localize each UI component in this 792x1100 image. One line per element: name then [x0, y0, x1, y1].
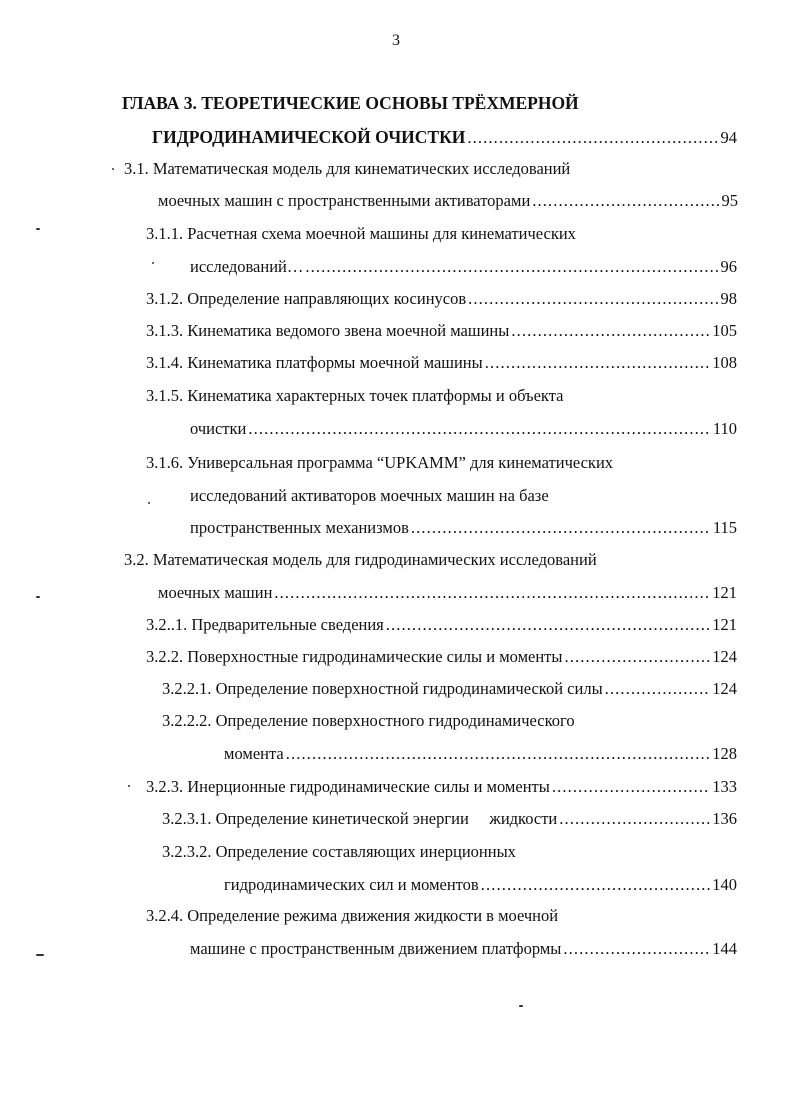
- leader-dots: [286, 743, 711, 765]
- leader-dots: [605, 678, 711, 700]
- page-ref: 121: [712, 615, 737, 634]
- toc-entry-3-1-2[interactable]: [146, 288, 737, 310]
- scan-speck: [36, 596, 40, 598]
- leader-dots: [467, 127, 718, 149]
- page-ref: 140: [712, 875, 737, 894]
- page-ref: 108: [712, 353, 737, 372]
- page-ref: 136: [712, 809, 737, 828]
- toc-entry-3-2-3-2-line1[interactable]: 3.2.3.2. Определение составляющих инерционных: [162, 842, 516, 861]
- leader-dots: [305, 256, 718, 278]
- leader-dots: [248, 418, 711, 440]
- toc-entry-3-1-4[interactable]: [146, 352, 737, 374]
- page-ref: 144: [712, 939, 737, 958]
- scan-speck: [36, 228, 40, 230]
- toc-entry-3-1-6-line3: пространственных механизмов: [190, 518, 409, 537]
- leader-dots: [532, 190, 719, 212]
- toc-entry-3-1-3[interactable]: [146, 320, 737, 342]
- toc-entry-3-2-3-2-line2: гидродинамических сил и моментов: [224, 875, 479, 894]
- toc-entry-3-1-1-line1[interactable]: 3.1.1. Расчетная схема моечной машины для кинематических: [146, 224, 576, 243]
- page-number: 3: [392, 32, 400, 49]
- scan-speck: [152, 262, 154, 264]
- toc-entry-3-2-3[interactable]: [146, 776, 737, 798]
- toc-entry-3-1-6-line1[interactable]: 3.1.6. Универсальная программа “UPKAMM” для кинематических: [146, 453, 614, 472]
- page-ref: 124: [712, 679, 737, 698]
- toc-entry-3-1-1-line2: исследований…: [190, 257, 304, 276]
- toc-entry-text: 3.2.2. Поверхностные гидродинамические силы и моменты: [146, 647, 563, 666]
- page-ref: 98: [720, 289, 737, 308]
- toc-entry-3-2[interactable]: [158, 582, 737, 604]
- toc-entry-3-1-6[interactable]: [190, 517, 737, 539]
- leader-dots: [468, 288, 718, 310]
- toc-entry-text: 3.2.3.1. Определение кинетической энергии жидкости: [162, 809, 558, 828]
- leader-dots: [274, 582, 710, 604]
- page-ref: 133: [712, 777, 737, 796]
- toc-entry-text: 3.1.3. Кинематика ведомого звена моечной машины: [146, 321, 510, 340]
- leader-dots: [511, 320, 710, 342]
- leader-dots: [481, 874, 711, 896]
- toc-entry-text: 3.2.2.1. Определение поверхностной гидродинамической силы: [162, 679, 603, 698]
- toc-entry-3-1-5[interactable]: [190, 418, 737, 440]
- page-ref: 105: [712, 321, 737, 340]
- toc-entry-text: 3.1.2. Определение направляющих косинусов: [146, 289, 467, 308]
- chapter-title-line2: ГИДРОДИНАМИЧЕСКОЙ ОЧИСТКИ: [152, 127, 466, 147]
- leader-dots: [552, 776, 710, 798]
- leader-dots: [485, 352, 711, 374]
- page-ref: 95: [721, 191, 738, 210]
- page-ref: 128: [712, 744, 737, 763]
- chapter-title-line1: ГЛАВА 3. ТЕОРЕТИЧЕСКИЕ ОСНОВЫ ТРЁХМЕРНОЙ: [122, 93, 579, 113]
- toc-entry-3-2-4-line1[interactable]: 3.2.4. Определение режима движения жидкости в моечной: [146, 906, 559, 925]
- toc-entry-3-1-5-line2: очистки: [190, 419, 247, 438]
- page-ref: 124: [712, 647, 737, 666]
- leader-dots: [411, 517, 711, 539]
- toc-entry-3-2-4-line2: машине с пространственным движением платформы: [190, 939, 562, 958]
- page-ref: 110: [712, 419, 737, 438]
- leader-dots: [386, 614, 710, 636]
- toc-entry-3-1-line1[interactable]: 3.1. Математическая модель для кинематических исследований: [124, 159, 571, 178]
- toc-entry-text: 3.1.4. Кинематика платформы моечной машины: [146, 353, 483, 372]
- scan-speck: [36, 954, 44, 956]
- toc-entry-chapter3[interactable]: [152, 126, 737, 149]
- toc-entry-text: 3.2.3. Инерционные гидродинамические силы и моменты: [146, 777, 550, 796]
- page-ref: 121: [712, 583, 737, 602]
- toc-entry-3-2-2-2-line2: момента: [224, 744, 284, 763]
- page-ref: 115: [712, 518, 737, 537]
- toc-entry-3-2-2-1[interactable]: [162, 678, 737, 700]
- scan-speck: [519, 1005, 523, 1007]
- toc-entry-3-2-2-2-line1[interactable]: 3.2.2.2. Определение поверхностного гидродинамического: [162, 711, 575, 730]
- toc-entry-text: 3.2..1. Предварительные сведения: [146, 615, 384, 634]
- page-ref: 94: [720, 128, 737, 147]
- toc-entry-3-2-line1[interactable]: 3.2. Математическая модель для гидродинамических исследований: [124, 550, 597, 569]
- toc-entry-3-2-line2: моечных машин: [158, 583, 273, 602]
- toc-entry-3-1-line2: моечных машин с пространственными активаторами: [158, 191, 531, 210]
- toc-entry-3-1[interactable]: [158, 190, 738, 212]
- toc-entry-3-2-2-2[interactable]: [224, 743, 737, 765]
- toc-entry-3-2-3-1[interactable]: [162, 808, 737, 830]
- leader-dots: [564, 646, 710, 668]
- leader-dots: [559, 808, 710, 830]
- toc-entry-3-2-4[interactable]: [190, 938, 737, 960]
- toc-entry-3-2-2[interactable]: [146, 646, 737, 668]
- leader-dots: [563, 938, 710, 960]
- toc-entry-3-2-1[interactable]: [146, 614, 737, 636]
- scan-speck: [128, 785, 130, 787]
- toc-entry-3-1-5-line1[interactable]: 3.1.5. Кинематика характерных точек платформы и объекта: [146, 386, 564, 405]
- page-ref: 96: [720, 257, 737, 276]
- toc-entry-3-1-6-line2[interactable]: исследований активаторов моечных машин на базе: [190, 486, 549, 505]
- toc-entry-3-1-1[interactable]: [190, 256, 737, 278]
- toc-entry-3-2-3-2[interactable]: [224, 874, 737, 896]
- scan-speck: [148, 502, 150, 504]
- scan-speck: [112, 168, 114, 170]
